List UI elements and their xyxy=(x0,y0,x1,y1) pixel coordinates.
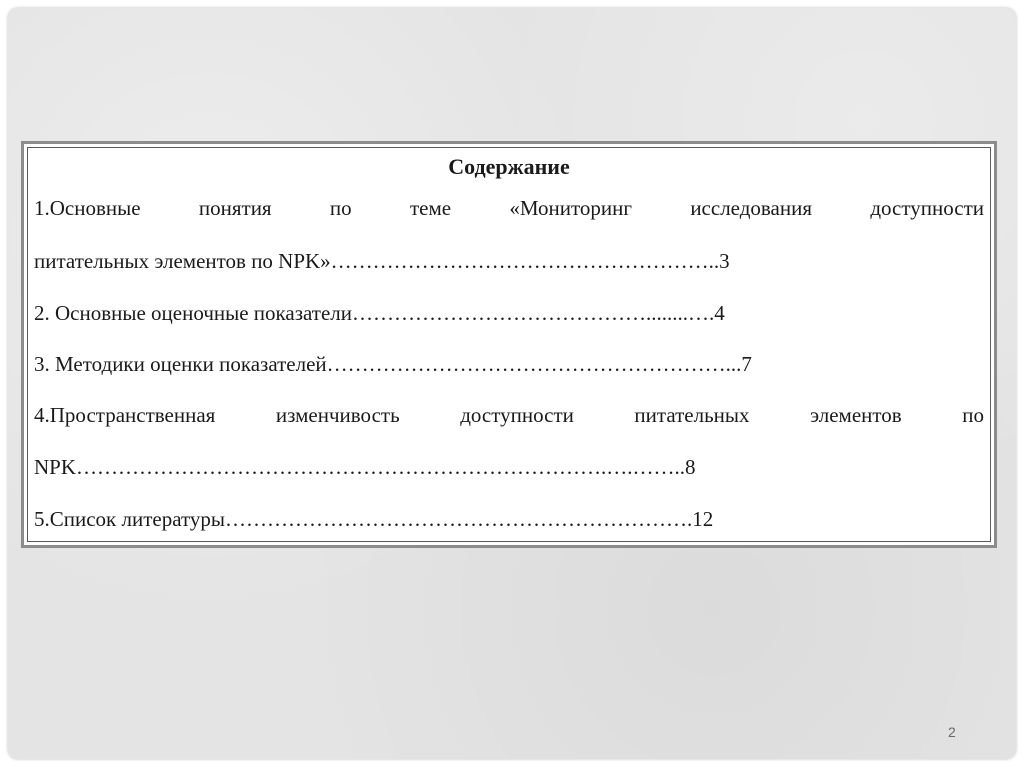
slide-number: 2 xyxy=(948,724,956,740)
contents-title: Содержание xyxy=(448,154,570,179)
toc-item-1-line-1: 1.Основные понятия по теме «Мониторинг исследования доступности xyxy=(34,196,984,220)
toc-item-4-line-2: NPK………………………………………………………………….….……..8 xyxy=(34,455,696,479)
table-of-contents-box xyxy=(21,141,997,548)
toc-item-2: 2. Основные оценочные показатели……………………………………........….4 xyxy=(34,301,725,325)
toc-item-1-line-2: питательных элементов по NPK»………………………………………………..3 xyxy=(34,249,730,273)
toc-item-4-line-1: 4.Пространственная изменчивость доступности питательных элементов по xyxy=(34,403,984,427)
toc-item-3: 3. Методики оценки показателей…………………………………………………...7 xyxy=(34,352,752,376)
toc-item-5: 5.Список литературы………………………………………………………….12 xyxy=(34,507,714,531)
